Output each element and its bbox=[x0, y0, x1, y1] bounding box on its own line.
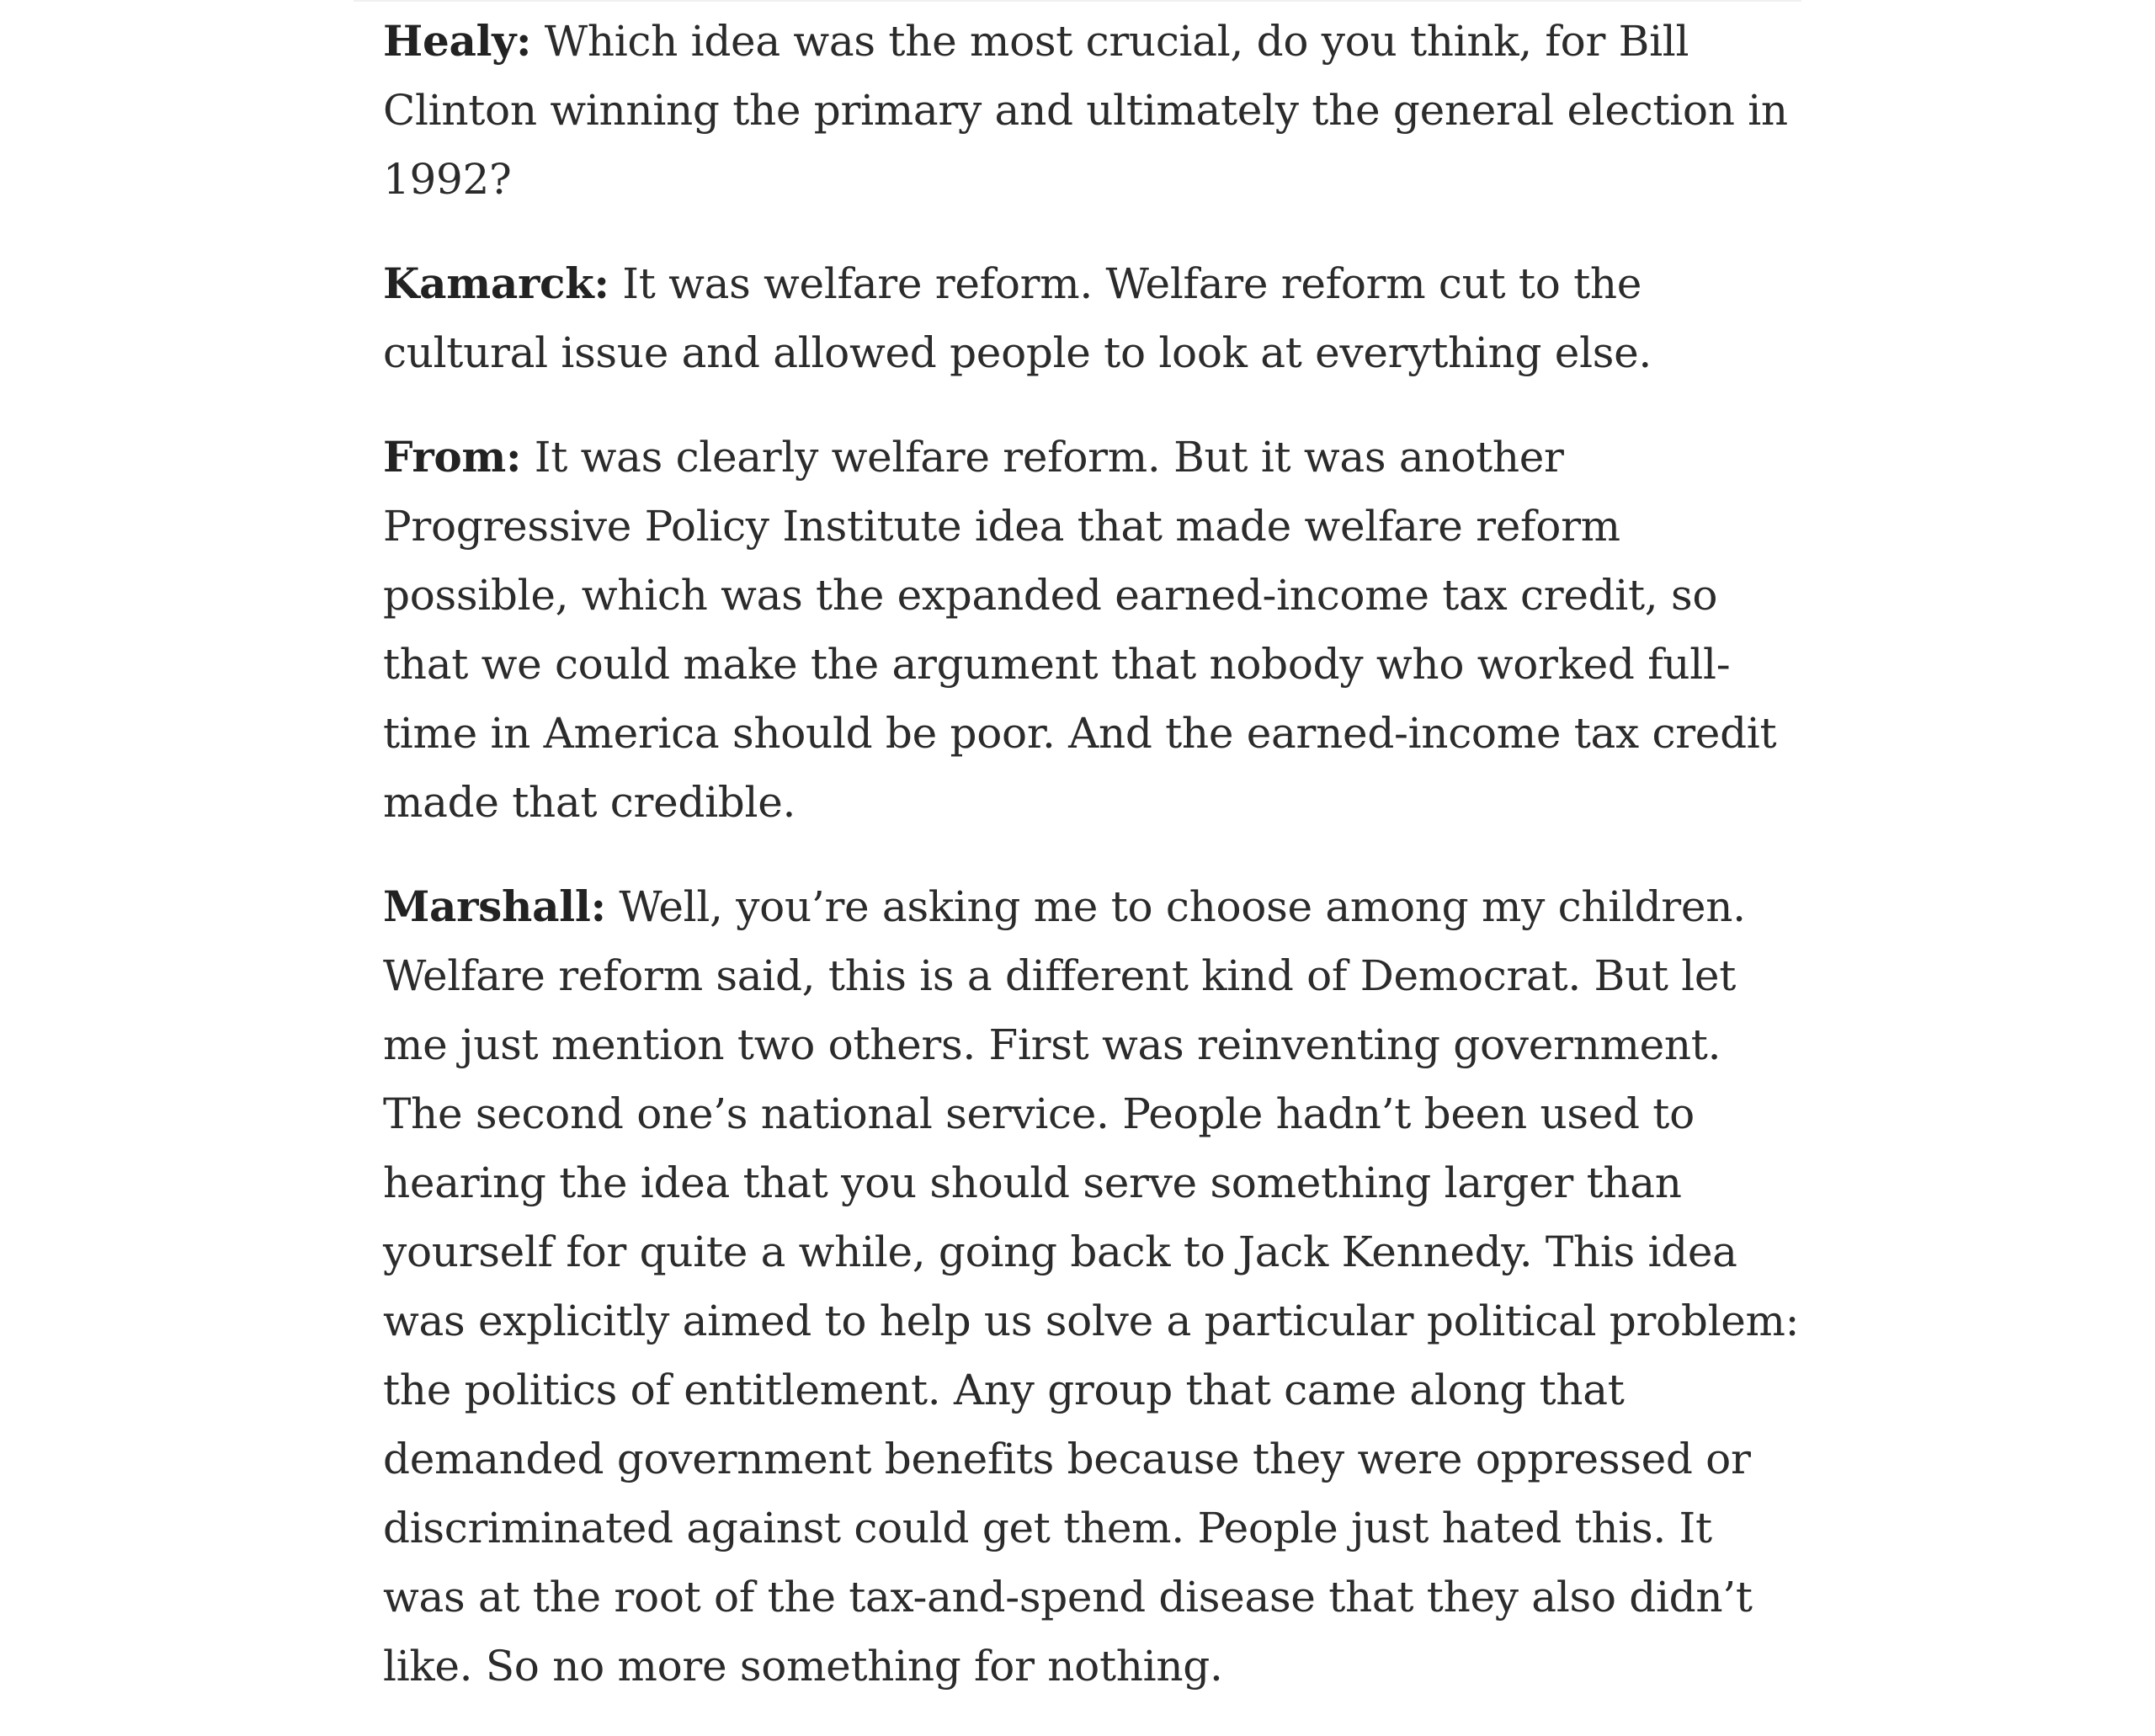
speaker-name: From: bbox=[383, 432, 522, 482]
interview-transcript bbox=[383, 7, 1806, 1736]
speaker-name: Healy: bbox=[383, 16, 532, 66]
speaker-name: Marshall: bbox=[383, 881, 606, 931]
top-divider bbox=[354, 0, 1801, 2]
paragraph-healy bbox=[383, 7, 1806, 214]
paragraph-text: Which idea was the most crucial, do you think, for Bill Clinton winning the primary and ultimately the general election in 1992? bbox=[383, 17, 1788, 204]
paragraph-text: It was welfare reform. Welfare reform cut to the cultural issue and allowed people to look at everything else. bbox=[383, 259, 1652, 377]
paragraph-text: Well, you’re asking me to choose among my children. Welfare reform said, this is a different kind of Democrat. But let me just mention two others. First was reinventing government. The second one’s national service. People hadn’t been used to hearing the idea that you should serve something larger than yourself for quite a while, going back to Jack Kennedy. This idea was explicitly aimed to help us solve a particular political problem: the politics of entitlement. Any group that came along that demanded government benefits because they were oppressed or discriminated against could get them. People just hated this. It was at the root of the tax-and-spend disease that they also didn’t like. So no more something for nothing. bbox=[383, 882, 1800, 1691]
paragraph-text: It was clearly welfare reform. But it was another Progressive Policy Institute idea that made welfare reform possible, which was the expanded earned-income tax credit, so that we could make the argument that nobody who worked full-time in America should be poor. And the earned-income tax credit made that credible. bbox=[383, 433, 1777, 827]
paragraph-kamarck bbox=[383, 249, 1806, 387]
paragraph-marshall bbox=[383, 872, 1806, 1701]
speaker-name: Kamarck: bbox=[383, 258, 609, 308]
paragraph-from bbox=[383, 423, 1806, 837]
